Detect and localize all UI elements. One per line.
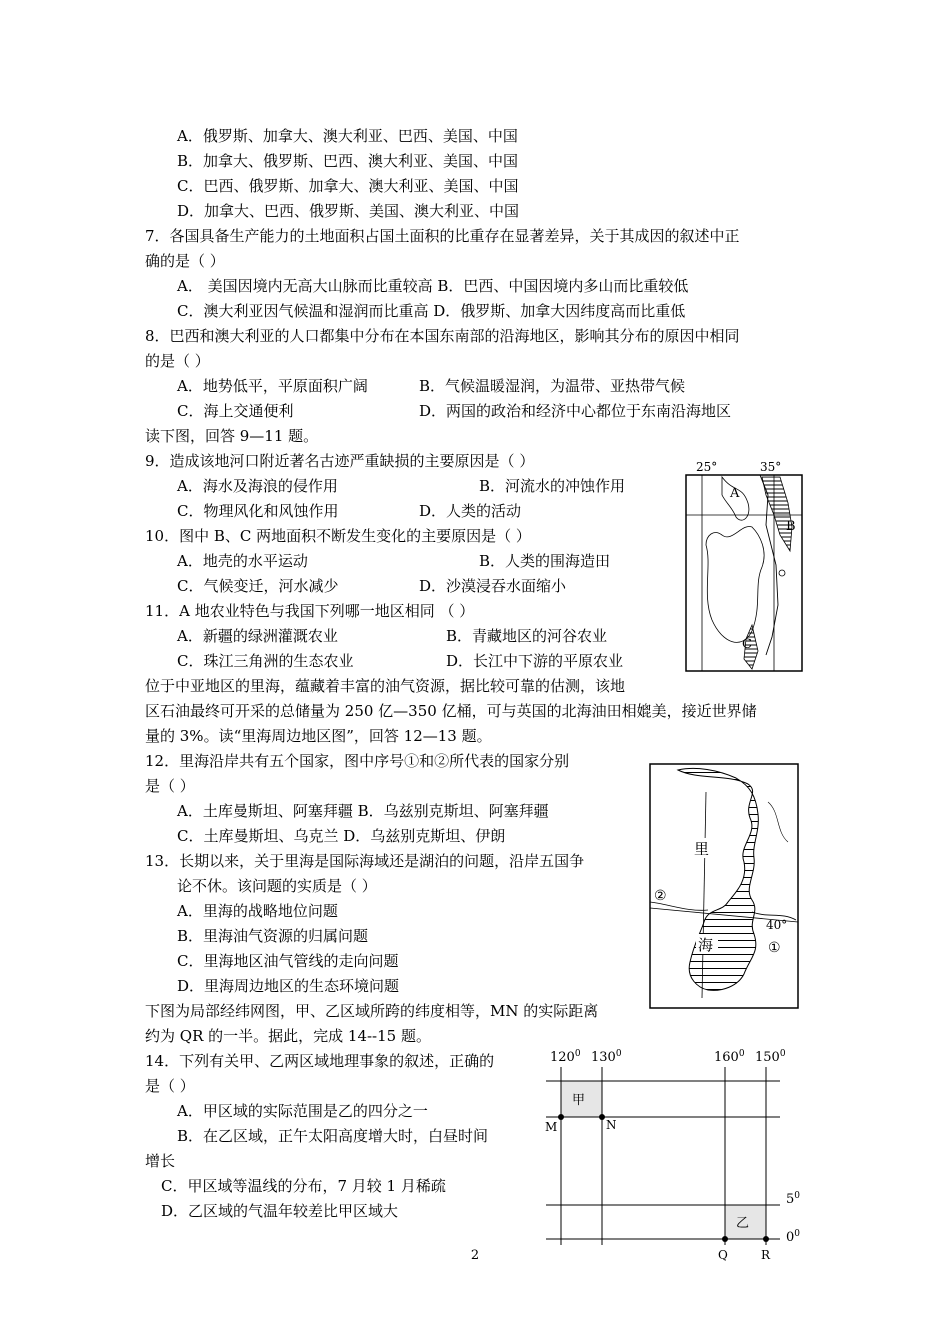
q13-stem-line2: 论不休。该问题的实质是（ ） — [177, 877, 377, 895]
q12-options-ab: A．土库曼斯坦、阿塞拜疆 B．乌兹别克斯坦、阿塞拜疆 — [177, 802, 549, 820]
q14-option-d: D．乙区域的气温年较差比甲区域大 — [161, 1202, 399, 1220]
map1-label-b: B — [786, 519, 796, 534]
q14-stem-line2: 是（ ） — [145, 1077, 195, 1095]
q14-option-b-cont: 增长 — [145, 1152, 176, 1170]
q8-stem-line1: 8．巴西和澳大利亚的人口都集中分布在本国东南部的沿海地区，影响其分布的原因中相同 — [145, 327, 740, 345]
q10-option-a: A．地壳的水平运动 — [177, 552, 308, 570]
q13-option-a: A．里海的战略地位问题 — [177, 902, 338, 920]
q10-option-b: B．人类的围海造田 — [479, 552, 611, 570]
q11-option-b: B．青藏地区的河谷农业 — [446, 627, 608, 645]
caspian-intro-line1: 位于中亚地区的里海，蕴藏着丰富的油气资源，据比较可靠的估测，该地 — [145, 677, 626, 695]
grid-point-n — [599, 1114, 605, 1120]
map1-lon-35: 35° — [760, 460, 782, 474]
caspian-intro-line3: 量的 3%。读“里海周边地区图”，回答 12—13 题。 — [145, 727, 492, 745]
map1-lon-25: 25° — [696, 460, 718, 474]
q11-stem: 11．A 地农业特色与我国下列哪一地区相同 （ ） — [145, 602, 475, 620]
q14-option-b: B．在乙区域，正午太阳高度增大时，白昼时间 — [177, 1127, 489, 1145]
grid-point-q — [722, 1236, 728, 1242]
map1-label-c: C — [742, 637, 752, 652]
grid-label-120: $120^0$ — [550, 1049, 581, 1065]
intro-14-15-line2: 约为 QR 的一半。据此，完成 14--15 题。 — [145, 1027, 431, 1045]
q9-stem: 9．造成该地河口附近著名古迹严重缺损的主要原因是（ ） — [145, 452, 535, 470]
q13-option-d: D．里海周边地区的生态环境问题 — [177, 977, 400, 995]
grid-label-yi: 乙 — [736, 1216, 750, 1231]
q9-option-a: A．海水及海浪的侵作用 — [177, 477, 338, 495]
map2-caspian-sea — [678, 768, 758, 990]
page-number: 2 — [470, 1248, 480, 1263]
grid-label-130: $130^0$ — [591, 1049, 622, 1065]
q10-option-c: C．气候变迁，河水减少 — [177, 577, 339, 595]
q6-option-d: D．加拿大、巴西、俄罗斯、美国、澳大利亚、中国 — [177, 202, 520, 220]
grid-label-lat5: $5^0$ — [786, 1191, 801, 1207]
caspian-sea-map — [648, 762, 800, 1010]
grid-label-150: $150^0$ — [755, 1049, 786, 1065]
q8-option-d: D．两国的政治和经济中心都位于东南沿海地区 — [419, 402, 732, 420]
q7-stem-line1: 7．各国具备生产能力的土地面积占国土面积的比重存在显著差异，关于其成因的叙述中正 — [145, 227, 740, 245]
q10-option-d: D．沙漠浸吞水面缩小 — [419, 577, 567, 595]
map2-char-hai: 海 — [698, 936, 714, 954]
map2-lat-40: 40° — [766, 918, 788, 932]
q8-stem-line2: 的是（ ） — [145, 352, 210, 370]
q11-option-d: D．长江中下游的平原农业 — [446, 652, 624, 670]
map1-lake-outline — [706, 526, 764, 642]
grid-point-r — [763, 1236, 769, 1242]
q12-options-cd: C．土库曼斯坦、乌克兰 D．乌兹别克斯坦、伊朗 — [177, 827, 506, 845]
q7-options-cd: C．澳大利亚因气候温和湿润而比重高 D．俄罗斯、加拿大因纬度高而比重低 — [177, 302, 686, 320]
grid-label-m: M — [545, 1120, 558, 1134]
q7-stem-line2: 确的是（ ） — [145, 252, 225, 270]
q7-options-ab: A． 美国因境内无高大山脉而比重较高 B．巴西、中国因境内多山而比重较低 — [177, 277, 689, 295]
q14-option-a: A．甲区域的实际范围是乙的四分之一 — [177, 1102, 428, 1120]
caspian-intro-line2: 区石油最终可开采的总储量为 250 亿—350 亿桶，可与英国的北海油田相媲美，接近世界储 — [145, 702, 757, 720]
q6-option-c: C．巴西、俄罗斯、加拿大、澳大利亚、美国、中国 — [177, 177, 519, 195]
q6-option-b: B．加拿大、俄罗斯、巴西、澳大利亚、美国、中国 — [177, 152, 519, 170]
map1-label-a: A — [730, 486, 740, 501]
grid-label-lat0: $0^0$ — [786, 1229, 801, 1245]
grid-label-r: R — [761, 1248, 771, 1262]
map2-mark-1: ① — [768, 940, 781, 956]
q12-stem-line2: 是（ ） — [145, 777, 195, 795]
q8-option-a: A．地势低平，平原面积广阔 — [177, 377, 368, 395]
map1-small-lake — [779, 570, 785, 576]
q9-option-c: C．物理风化和风蚀作用 — [177, 502, 339, 520]
lat-lon-grid-map — [540, 1045, 812, 1265]
q6-option-a: A．俄罗斯、加拿大、澳大利亚、巴西、美国、中国 — [177, 127, 518, 145]
intro-9-11: 读下图，回答 9—11 题。 — [145, 427, 319, 445]
grid-label-jia: 甲 — [572, 1093, 586, 1108]
grid-label-160: $160^0$ — [714, 1049, 745, 1065]
q9-option-b: B．河流水的冲蚀作用 — [479, 477, 626, 495]
q13-option-c: C．里海地区油气管线的走向问题 — [177, 952, 399, 970]
q12-stem-line1: 12．里海沿岸共有五个国家，图中序号①和②所代表的国家分别 — [145, 752, 570, 770]
q10-stem: 10．图中 B、C 两地面积不断发生变化的主要原因是（ ） — [145, 527, 531, 545]
q8-option-c: C．海上交通便利 — [177, 402, 294, 420]
q14-option-c: C．甲区域等温线的分布，7 月较 1 月稀疏 — [161, 1177, 446, 1195]
q8-option-b: B．气候温暖湿润，为温带、亚热带气候 — [419, 377, 686, 395]
grid-point-m — [558, 1114, 564, 1120]
q13-stem-line1: 13．长期以来，关于里海是国际海域还是湖泊的问题，沿岸五国争 — [145, 852, 585, 870]
q11-option-c: C．珠江三角洲的生态农业 — [177, 652, 354, 670]
intro-14-15-line1: 下图为局部经纬网图，甲、乙区域所跨的纬度相等，MN 的实际距离 — [145, 1002, 599, 1020]
q9-option-d: D．人类的活动 — [419, 502, 522, 520]
grid-label-n: N — [606, 1118, 617, 1132]
q11-option-a: A．新疆的绿洲灌溉农业 — [177, 627, 338, 645]
q14-stem-line1: 14．下列有关甲、乙两区域地理事象的叙述，正确的 — [145, 1052, 495, 1070]
map2-mark-2: ② — [654, 888, 667, 904]
nile-region-map — [682, 455, 806, 673]
q13-option-b: B．里海油气资源的归属问题 — [177, 927, 369, 945]
grid-label-q: Q — [718, 1248, 728, 1262]
map2-char-li: 里 — [694, 840, 710, 858]
map2-river — [768, 802, 788, 842]
